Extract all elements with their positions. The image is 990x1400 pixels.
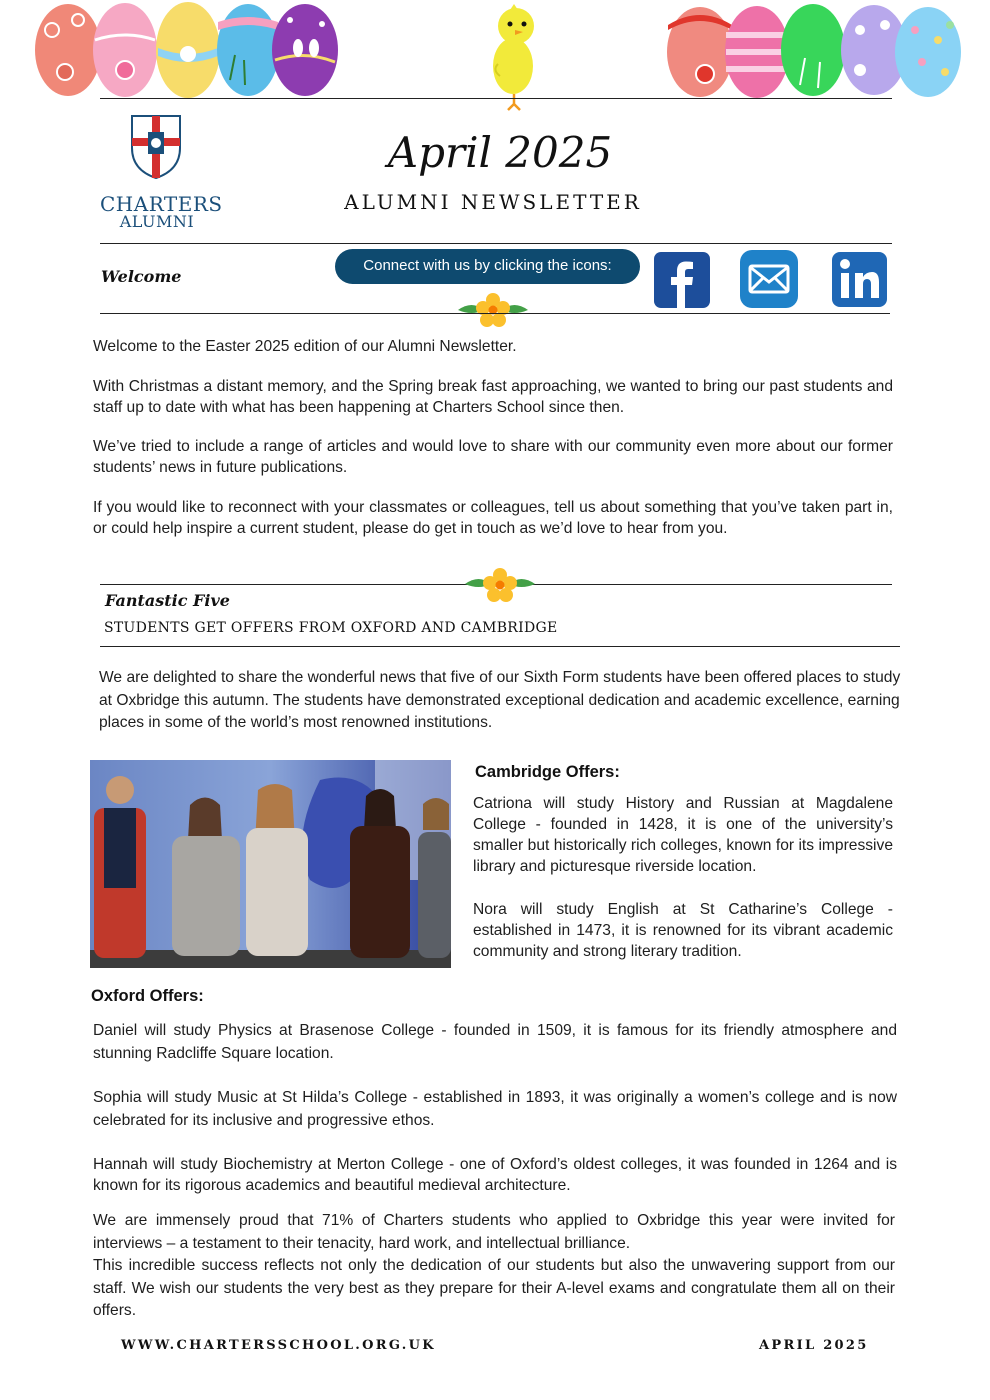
header-bottom-rule: [100, 243, 892, 244]
oxford-offer-1: Daniel will study Physics at Brasenose College - founded in 1509, it is famous for its friendly atmosphere and stunning Radcliffe Square location.: [93, 1022, 897, 1062]
oxford-offer-3: Hannah will study Biochemistry at Merton College - one of Oxford’s oldest colleges, it was founded in 1264 and is known for its rigorous academics and beautiful medieval architecture.: [93, 1156, 897, 1194]
connect-pill: [335, 249, 640, 284]
cambridge-heading: Cambridge Offers:: [475, 763, 620, 781]
welcome-section-label: Welcome: [101, 267, 182, 286]
chick-illustration: [488, 4, 548, 112]
cambridge-offer-2: Nora will study English at St Catharine’s College - established in 1473, it is renowned for its vibrant academic community and strong literary tradition.: [473, 901, 893, 960]
flower-divider-icon: [456, 290, 530, 330]
logo-text-alumni: ALUMNI: [119, 212, 195, 231]
school-crest-icon: [130, 114, 182, 180]
newsletter-title: April 2025: [387, 128, 613, 177]
easter-egg-banner-left: [30, 0, 350, 100]
welcome-paragraph-2: With Christmas a distant memory, and the Spring break fast approaching, we wanted to bring our past students and staff up to date with what has been happening at Charters School since then.: [93, 378, 893, 416]
logo-text-charters: CHARTERS: [100, 192, 223, 216]
email-icon[interactable]: [740, 250, 798, 308]
fantastic-five-bottom-rule: [100, 646, 900, 647]
footer-website-link[interactable]: WWW.CHARTERSSCHOOL.ORG.UK: [121, 1338, 436, 1353]
oxford-heading: Oxford Offers:: [91, 987, 204, 1005]
header-top-rule: [100, 98, 892, 99]
linkedin-icon[interactable]: [832, 252, 887, 307]
students-photo: [90, 760, 451, 968]
cambridge-offer-1: Catriona will study History and Russian at Magdalene College - founded in 1428, it is one of the university’s smaller but historically rich colleges, known for its impressive library and picturesque riverside location.: [473, 795, 893, 875]
welcome-paragraph-3: We’ve tried to include a range of articles and would love to share with our community even more about our former students’ news in future publications.: [93, 438, 893, 476]
oxford-offer-2: Sophia will study Music at St Hilda’s College - established in 1893, it was originally a women’s college and is now celebrated for its inclusive and progressive ethos.: [93, 1089, 897, 1129]
connect-pill-text: Connect with us by clicking the icons:: [363, 257, 612, 274]
easter-egg-banner-right: [660, 0, 970, 100]
facebook-icon[interactable]: [654, 252, 710, 308]
connect-bar-bottom-rule: [100, 313, 890, 314]
footer-date: APRIL 2025: [759, 1338, 869, 1353]
welcome-paragraph-4: If you would like to reconnect with your classmates or colleagues, tell us about something that you’ve taken part in, or could help inspire a current student, please do get in touch as we’d love to hear from you.: [93, 499, 893, 537]
closing-paragraph-1: We are immensely proud that 71% of Charters students who applied to Oxbridge this year were invited for interviews – a testament to their tenacity, hard work, and intellectual brilliance.: [93, 1212, 895, 1252]
fantastic-five-label: Fantastic Five: [105, 591, 230, 610]
flower-divider-icon-2: [463, 566, 537, 606]
newsletter-subtitle: ALUMNI NEWSLETTER: [344, 190, 642, 214]
fantastic-five-intro: We are delighted to share the wonderful news that five of our Sixth Form students have been offered places to study at Oxbridge this autumn. The students have demonstrated exceptional dedication and academic excellence, earning places in some of the world’s most renowned institutions.: [99, 669, 901, 731]
closing-paragraph-2: This incredible success reflects not only the dedication of our students but also the unwavering support from our staff. We wish our students the very best as they prepare for their A-level exams and congratulate them all on their offers.: [93, 1257, 895, 1319]
fantastic-five-heading: STUDENTS GET OFFERS FROM OXFORD AND CAMBRIDGE: [104, 620, 558, 636]
welcome-paragraph-1: Welcome to the Easter 2025 edition of our Alumni Newsletter.: [93, 338, 517, 355]
